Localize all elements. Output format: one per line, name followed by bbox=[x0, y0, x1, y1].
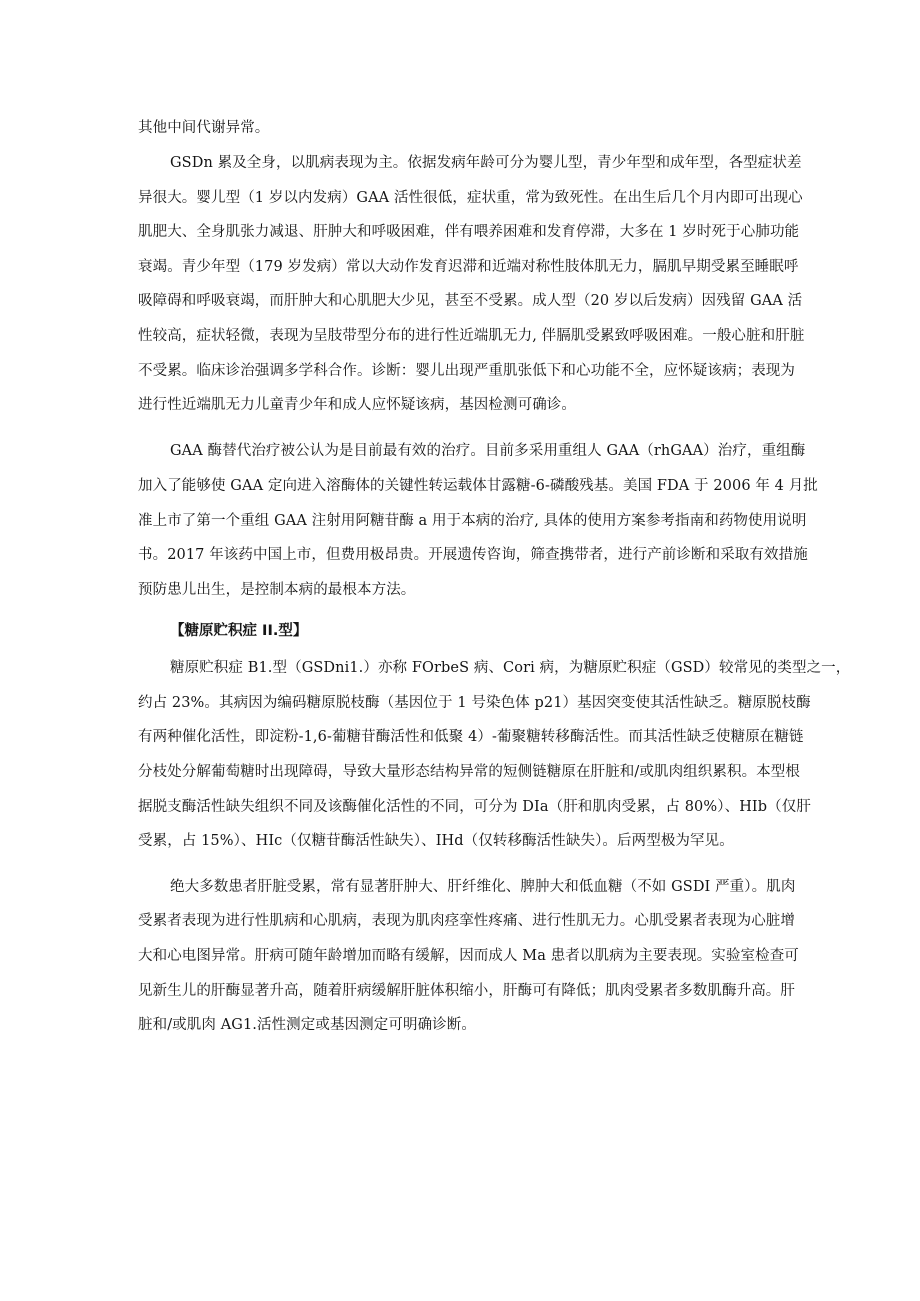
section-heading: 【糖原贮积症 II.型】 bbox=[170, 623, 308, 639]
text-line: 异很大。婴儿型（1 岁以内发病）GAA 活性很低，症状重，常为致死性。在出生后几个月内即可出现心 bbox=[138, 190, 803, 206]
text-line: 见新生儿的肝酶显著升高，随着肝病缓解肝脏体积缩小，肝酶可有降低；肌肉受累者多数肌酶升高。肝 bbox=[138, 983, 795, 999]
text-line: 有两种催化活性，即淀粉-1,6-葡糖苷酶活性和低聚 4）-葡聚糖转移酶活性。而其活性缺乏使糖原在糖链 bbox=[138, 729, 804, 745]
text-line: 肌肥大、全身肌张力减退、肝肿大和呼吸困难，伴有喂养困难和发育停滞，大多在 1 岁时死于心肺功能 bbox=[138, 224, 800, 240]
text-line: 分枝处分解葡萄糖时出现障碍，导致大量形态结构异常的短侧链糖原在肝脏和/或肌肉组织累积。本型根 bbox=[138, 764, 800, 780]
text-line: 吸障碍和呼吸衰竭，而肝肿大和心肌肥大少见，甚至不受累。成人型（20 岁以后发病）因残留 GAA 活 bbox=[138, 293, 803, 309]
text-line: 绝大多数患者肝脏受累，常有显著肝肿大、肝纤维化、脾肿大和低血糖（不如 GSDI 严重）。肌肉 bbox=[170, 879, 796, 895]
text-line: 准上市了第一个重组 GAA 注射用阿糖苷酶 a 用于本病的治疗, 具体的使用方案参考指南和药物使用说明 bbox=[138, 513, 807, 529]
text-line: 糖原贮积症 B1.型（GSDni1.）亦称 FOrbeS 病、Cori 病，为糖原贮积症（GSD）较常见的类型之一， bbox=[170, 660, 851, 676]
text-line: 受累者表现为进行性肌病和心肌病，表现为肌肉痉挛性疼痛、进行性肌无力。心肌受累者表现为心脏增 bbox=[138, 913, 795, 929]
text-line: GAA 酶替代治疗被公认为是目前最有效的治疗。目前多采用重组人 GAA（rhGAA）治疗，重组酶 bbox=[170, 443, 806, 459]
text-line: 大和心电图异常。肝病可随年龄增加而略有缓解，因而成人 Ma 患者以肌病为主要表现。实验室检查可 bbox=[138, 948, 799, 964]
text-line: 书。2017 年该药中国上市，但费用极昂贵。开展遗传咨询，筛查携带者，进行产前诊断和采取有效措施 bbox=[138, 547, 808, 563]
text-line: 衰竭。青少年型（179 岁发病）常以大动作发育迟滞和近端对称性肢体肌无力，膈肌早期受累至睡眠呼 bbox=[138, 259, 799, 275]
text-line: 不受累。临床诊治强调多学科合作。诊断：婴儿出现严重肌张低下和心功能不全，应怀疑该病；表现为 bbox=[138, 363, 795, 379]
text-line: 受累，占 15%）、HIc（仅糖苷酶活性缺失）、IHd（仅转移酶活性缺失）。后两型极为罕见。 bbox=[138, 833, 734, 849]
text-line: 约占 23%。其病因为编码糖原脱枝酶（基因位于 1 号染色体 p21）基因突变使其活性缺乏。糖原脱枝酶 bbox=[138, 695, 811, 711]
text-line: 性较高，症状轻微，表现为呈肢带型分布的进行性近端肌无力, 伴膈肌受累致呼吸困难。一般心脏和肝脏 bbox=[138, 328, 805, 344]
text-line: 据脱支酶活性缺失组织不同及该酶催化活性的不同，可分为 DIa（肝和肌肉受累，占 80%）、HIb（仅肝 bbox=[138, 799, 811, 815]
text-line: 进行性近端肌无力儿童青少年和成人应怀疑该病，基因检测可确诊。 bbox=[138, 397, 576, 413]
text-line: GSDn 累及全身，以肌病表现为主。依据发病年龄可分为婴儿型，青少年型和成年型，各型症状差 bbox=[170, 155, 802, 171]
text-line: 加入了能够使 GAA 定向进入溶酶体的关键性转运载体甘露糖-6-磷酸残基。美国 FDA 于 2006 年 4 月批 bbox=[138, 478, 818, 494]
text-line: 预防患儿出生，是控制本病的最根本方法。 bbox=[138, 582, 416, 598]
text-line: 脏和/或肌肉 AG1.活性测定或基因测定可明确诊断。 bbox=[138, 1017, 476, 1033]
text-line: 其他中间代谢异常。 bbox=[138, 120, 270, 136]
